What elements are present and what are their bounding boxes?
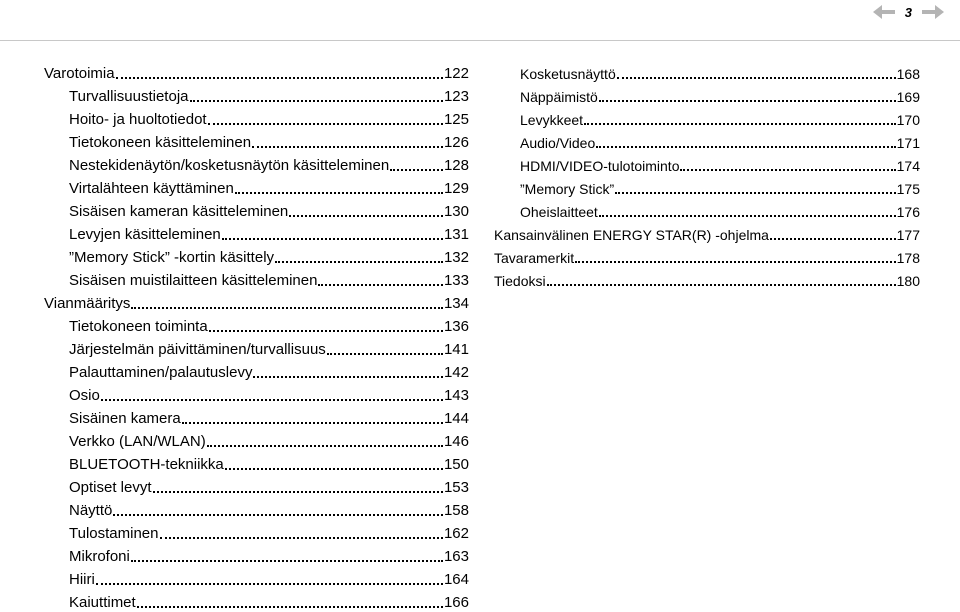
toc-entry-page: 178 (896, 250, 920, 266)
dot-leader (222, 238, 443, 240)
toc-entry-title: Kosketusnäyttö (520, 66, 616, 82)
toc-entry-title: Järjestelmän päivittäminen/turvallisuus (69, 341, 326, 358)
toc-entry-title: Vianmääritys (44, 295, 131, 312)
toc-entry-page: 171 (896, 135, 920, 151)
dot-leader (596, 146, 895, 148)
toc-entry[interactable] (44, 60, 469, 83)
toc-entry-page: 163 (443, 548, 469, 565)
dot-leader (390, 169, 443, 171)
toc-entry-page: 129 (443, 180, 469, 197)
toc-entry[interactable] (44, 313, 469, 336)
toc-entry-title: Näyttö (69, 502, 113, 519)
toc-entry[interactable] (44, 244, 469, 267)
toc-entry-title: Hoito- ja huoltotiedot (69, 111, 207, 128)
dot-leader (160, 537, 443, 539)
toc-entry-title: Sisäinen kamera (69, 410, 181, 427)
toc-entry-title: ”Memory Stick” -kortin käsittely (69, 249, 275, 266)
toc-entry-page: 169 (896, 89, 920, 105)
toc-left-column (44, 60, 469, 612)
toc-entry-title: Tiedoksi (494, 273, 546, 289)
toc-entry-page: 128 (443, 157, 469, 174)
toc-entry[interactable] (44, 359, 469, 382)
toc-entry[interactable] (44, 428, 469, 451)
toc-entry-page: 136 (443, 318, 469, 335)
next-page-button[interactable] (922, 5, 944, 19)
toc-entry[interactable] (494, 83, 920, 106)
toc-entry-title: Verkko (LAN/WLAN) (69, 433, 206, 450)
toc-entry-title: BLUETOOTH-tekniikka (69, 456, 224, 473)
toc-entry[interactable] (44, 290, 469, 313)
toc-entry[interactable] (44, 336, 469, 359)
dot-leader (182, 422, 443, 424)
toc-entry[interactable] (494, 244, 920, 267)
toc-entry[interactable] (44, 267, 469, 290)
toc-entry-page: 144 (443, 410, 469, 427)
toc-entry[interactable] (494, 106, 920, 129)
toc-entry-page: 142 (443, 364, 469, 381)
toc-entry[interactable] (44, 106, 469, 129)
toc-entry-page: 150 (443, 456, 469, 473)
header-divider (0, 40, 960, 41)
dot-leader (770, 238, 896, 240)
previous-page-button[interactable] (873, 5, 895, 19)
toc-entry-page: 174 (896, 158, 920, 174)
dot-leader (575, 261, 896, 263)
toc-entry[interactable] (44, 566, 469, 589)
toc-entry-title: ”Memory Stick” (520, 181, 615, 197)
toc-entry[interactable] (44, 543, 469, 566)
dot-leader (253, 376, 443, 378)
toc-entry-title: Optiset levyt (69, 479, 152, 496)
toc-entry-title: Oheislaitteet (520, 204, 598, 220)
toc-entry-title: Kaiuttimet (69, 594, 136, 611)
toc-entry-page: 176 (896, 204, 920, 220)
dot-leader (101, 399, 443, 401)
toc-entry-page: 133 (443, 272, 469, 289)
toc-entry-title: Kansainvälinen ENERGY STAR(R) -ohjelma (494, 227, 769, 243)
dot-leader (190, 100, 443, 102)
toc-entry-page: 158 (443, 502, 469, 519)
dot-leader (318, 284, 443, 286)
toc-entry-page: 141 (443, 341, 469, 358)
toc-entry-title: Näppäimistö (520, 89, 598, 105)
toc-entry-title: Varotoimia (44, 65, 115, 82)
arrow-right-icon (922, 5, 944, 19)
arrow-left-icon (873, 5, 895, 19)
toc-entry-page: 166 (443, 594, 469, 611)
toc-entry-title: Turvallisuustietoja (69, 88, 189, 105)
toc-entry-page: 177 (896, 227, 920, 243)
dot-leader (208, 123, 443, 125)
toc-entry[interactable] (494, 152, 920, 175)
toc-entry[interactable] (44, 129, 469, 152)
toc-entry-page: 122 (443, 65, 469, 82)
toc-entry-title: Audio/Video (520, 135, 596, 151)
dot-leader (209, 330, 443, 332)
toc-entry-page: 134 (443, 295, 469, 312)
toc-entry-page: 143 (443, 387, 469, 404)
page-header (0, 0, 960, 46)
page-navigation (873, 0, 944, 24)
dot-leader (96, 583, 443, 585)
toc-entry[interactable] (44, 382, 469, 405)
toc-entry[interactable] (494, 198, 920, 221)
toc-entry[interactable] (494, 60, 920, 83)
toc-entry-page: 125 (443, 111, 469, 128)
dot-leader (225, 468, 443, 470)
dot-leader (680, 169, 895, 171)
toc-entry-title: Nestekidenäytön/kosketusnäytön käsitteleminen (69, 157, 390, 174)
dot-leader (547, 284, 896, 286)
toc-entry-page: 131 (443, 226, 469, 243)
dot-leader (235, 192, 443, 194)
toc-entry[interactable] (44, 405, 469, 428)
toc-entry[interactable] (44, 152, 469, 175)
toc-entry-page: 180 (896, 273, 920, 289)
toc-entry[interactable] (494, 221, 920, 244)
dot-leader (153, 491, 443, 493)
toc-entry[interactable] (494, 267, 920, 290)
toc-entry-page: 146 (443, 433, 469, 450)
toc-entry-page: 164 (443, 571, 469, 588)
toc-entry[interactable] (494, 129, 920, 152)
toc-entry-page: 132 (443, 249, 469, 266)
dot-leader (617, 77, 896, 79)
toc-entry-page: 153 (443, 479, 469, 496)
toc-entry[interactable] (44, 589, 469, 612)
toc-entry-title: Tietokoneen käsitteleminen (69, 134, 252, 151)
dot-leader (327, 353, 443, 355)
dot-leader (113, 514, 443, 516)
page-number: 3 (904, 4, 912, 20)
toc-entry-title: Levykkeet (520, 112, 584, 128)
toc-entry-page: 130 (443, 203, 469, 220)
toc-entry[interactable] (44, 497, 469, 520)
toc-entry-title: Sisäisen muistilaitteen käsitteleminen (69, 272, 318, 289)
toc-entry-title: Tulostaminen (69, 525, 159, 542)
toc-entry-page: 168 (896, 66, 920, 82)
toc-entry[interactable] (44, 451, 469, 474)
dot-leader (207, 445, 443, 447)
dot-leader (584, 123, 896, 125)
dot-leader (599, 215, 896, 217)
toc-entry-page: 162 (443, 525, 469, 542)
toc-entry-title: Hiiri (69, 571, 95, 588)
toc-entry-page: 175 (896, 181, 920, 197)
dot-leader (131, 307, 443, 309)
dot-leader (615, 192, 896, 194)
toc-entry[interactable] (44, 175, 469, 198)
dot-leader (137, 606, 443, 608)
toc-entry-page: 170 (896, 112, 920, 128)
toc-entry[interactable] (44, 520, 469, 543)
toc-entry-page: 123 (443, 88, 469, 105)
toc-entry-title: Levyjen käsitteleminen (69, 226, 221, 243)
dot-leader (275, 261, 443, 263)
toc-entry-title: Tietokoneen toiminta (69, 318, 208, 335)
toc-entry-page: 126 (443, 134, 469, 151)
dot-leader (252, 146, 443, 148)
toc-entry-title: Mikrofoni (69, 548, 130, 565)
toc-entry-title: Virtalähteen käyttäminen (69, 180, 234, 197)
dot-leader (599, 100, 896, 102)
toc-entry-title: Tavaramerkit (494, 250, 575, 266)
toc-entry-title: HDMI/VIDEO-tulotoiminto (520, 158, 680, 174)
toc-entry[interactable] (44, 198, 469, 221)
toc-entry-title: Palauttaminen/palautuslevy (69, 364, 253, 381)
toc-entry-title: Osio (69, 387, 100, 404)
toc-entry[interactable] (494, 175, 920, 198)
toc-entry[interactable] (44, 83, 469, 106)
dot-leader (289, 215, 443, 217)
dot-leader (116, 77, 443, 79)
toc-entry[interactable] (44, 221, 469, 244)
toc-right-column (494, 60, 920, 290)
dot-leader (131, 560, 443, 562)
toc-entry-title: Sisäisen kameran käsitteleminen (69, 203, 289, 220)
toc-entry[interactable] (44, 474, 469, 497)
